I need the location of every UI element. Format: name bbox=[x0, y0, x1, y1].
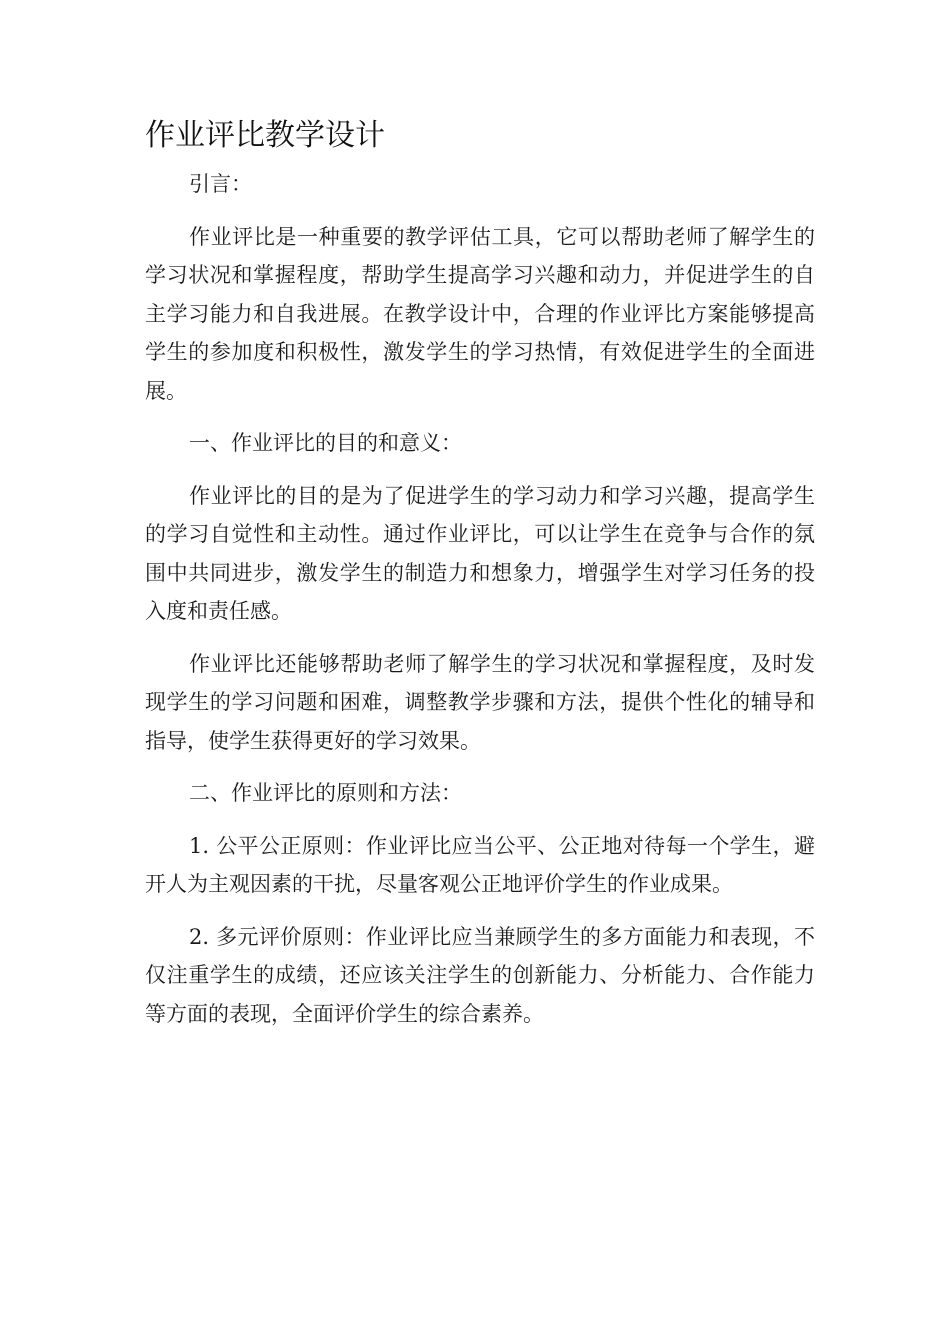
paragraph-purpose: 作业评比的目的是为了促进学生的学习动力和学习兴趣，提高学生的学习自觉性和主动性。通过作业评比，可以让学生在竞争与合作的氛围中共同进步，激发学生的制造力和想象力，增强学生对学习任务的投入度和责任感。 bbox=[145, 483, 815, 623]
paragraph-intro-heading: 引言： bbox=[189, 172, 252, 196]
section-heading-principles: 二、作业评比的原则和方法： bbox=[189, 781, 462, 805]
principle-diverse-evaluation: 2. 多元评价原则：作业评比应当兼顾学生的多方面能力和表现，不仅注重学生的成绩，还应该关注学生的创新能力、分析能力、合作能力等方面的表现，全面评价学生的综合素养。 bbox=[145, 924, 815, 1026]
section-heading-purpose: 一、作业评比的目的和意义： bbox=[189, 431, 462, 455]
document-title: 作业评比教学设计 bbox=[145, 118, 385, 153]
paragraph-teacher-benefit: 作业评比还能够帮助老师了解学生的学习状况和掌握程度，及时发现学生的学习问题和困难，调整教学步骤和方法，提供个性化的辅导和指导，使学生获得更好的学习效果。 bbox=[145, 651, 815, 753]
principle-fairness: 1. 公平公正原则：作业评比应当公平、公正地对待每一个学生，避开人为主观因素的干扰，尽量客观公正地评价学生的作业成果。 bbox=[145, 833, 815, 896]
paragraph-intro: 作业评比是一种重要的教学评估工具，它可以帮助老师了解学生的学习状况和掌握程度，帮助学生提高学习兴趣和动力，并促进学生的自主学习能力和自我进展。在教学设计中，合理的作业评比方案能够提高学生的参加度和积极性，激发学生的学习热情，有效促进学生的全面进展。 bbox=[145, 224, 815, 403]
document-body bbox=[145, 165, 815, 1047]
